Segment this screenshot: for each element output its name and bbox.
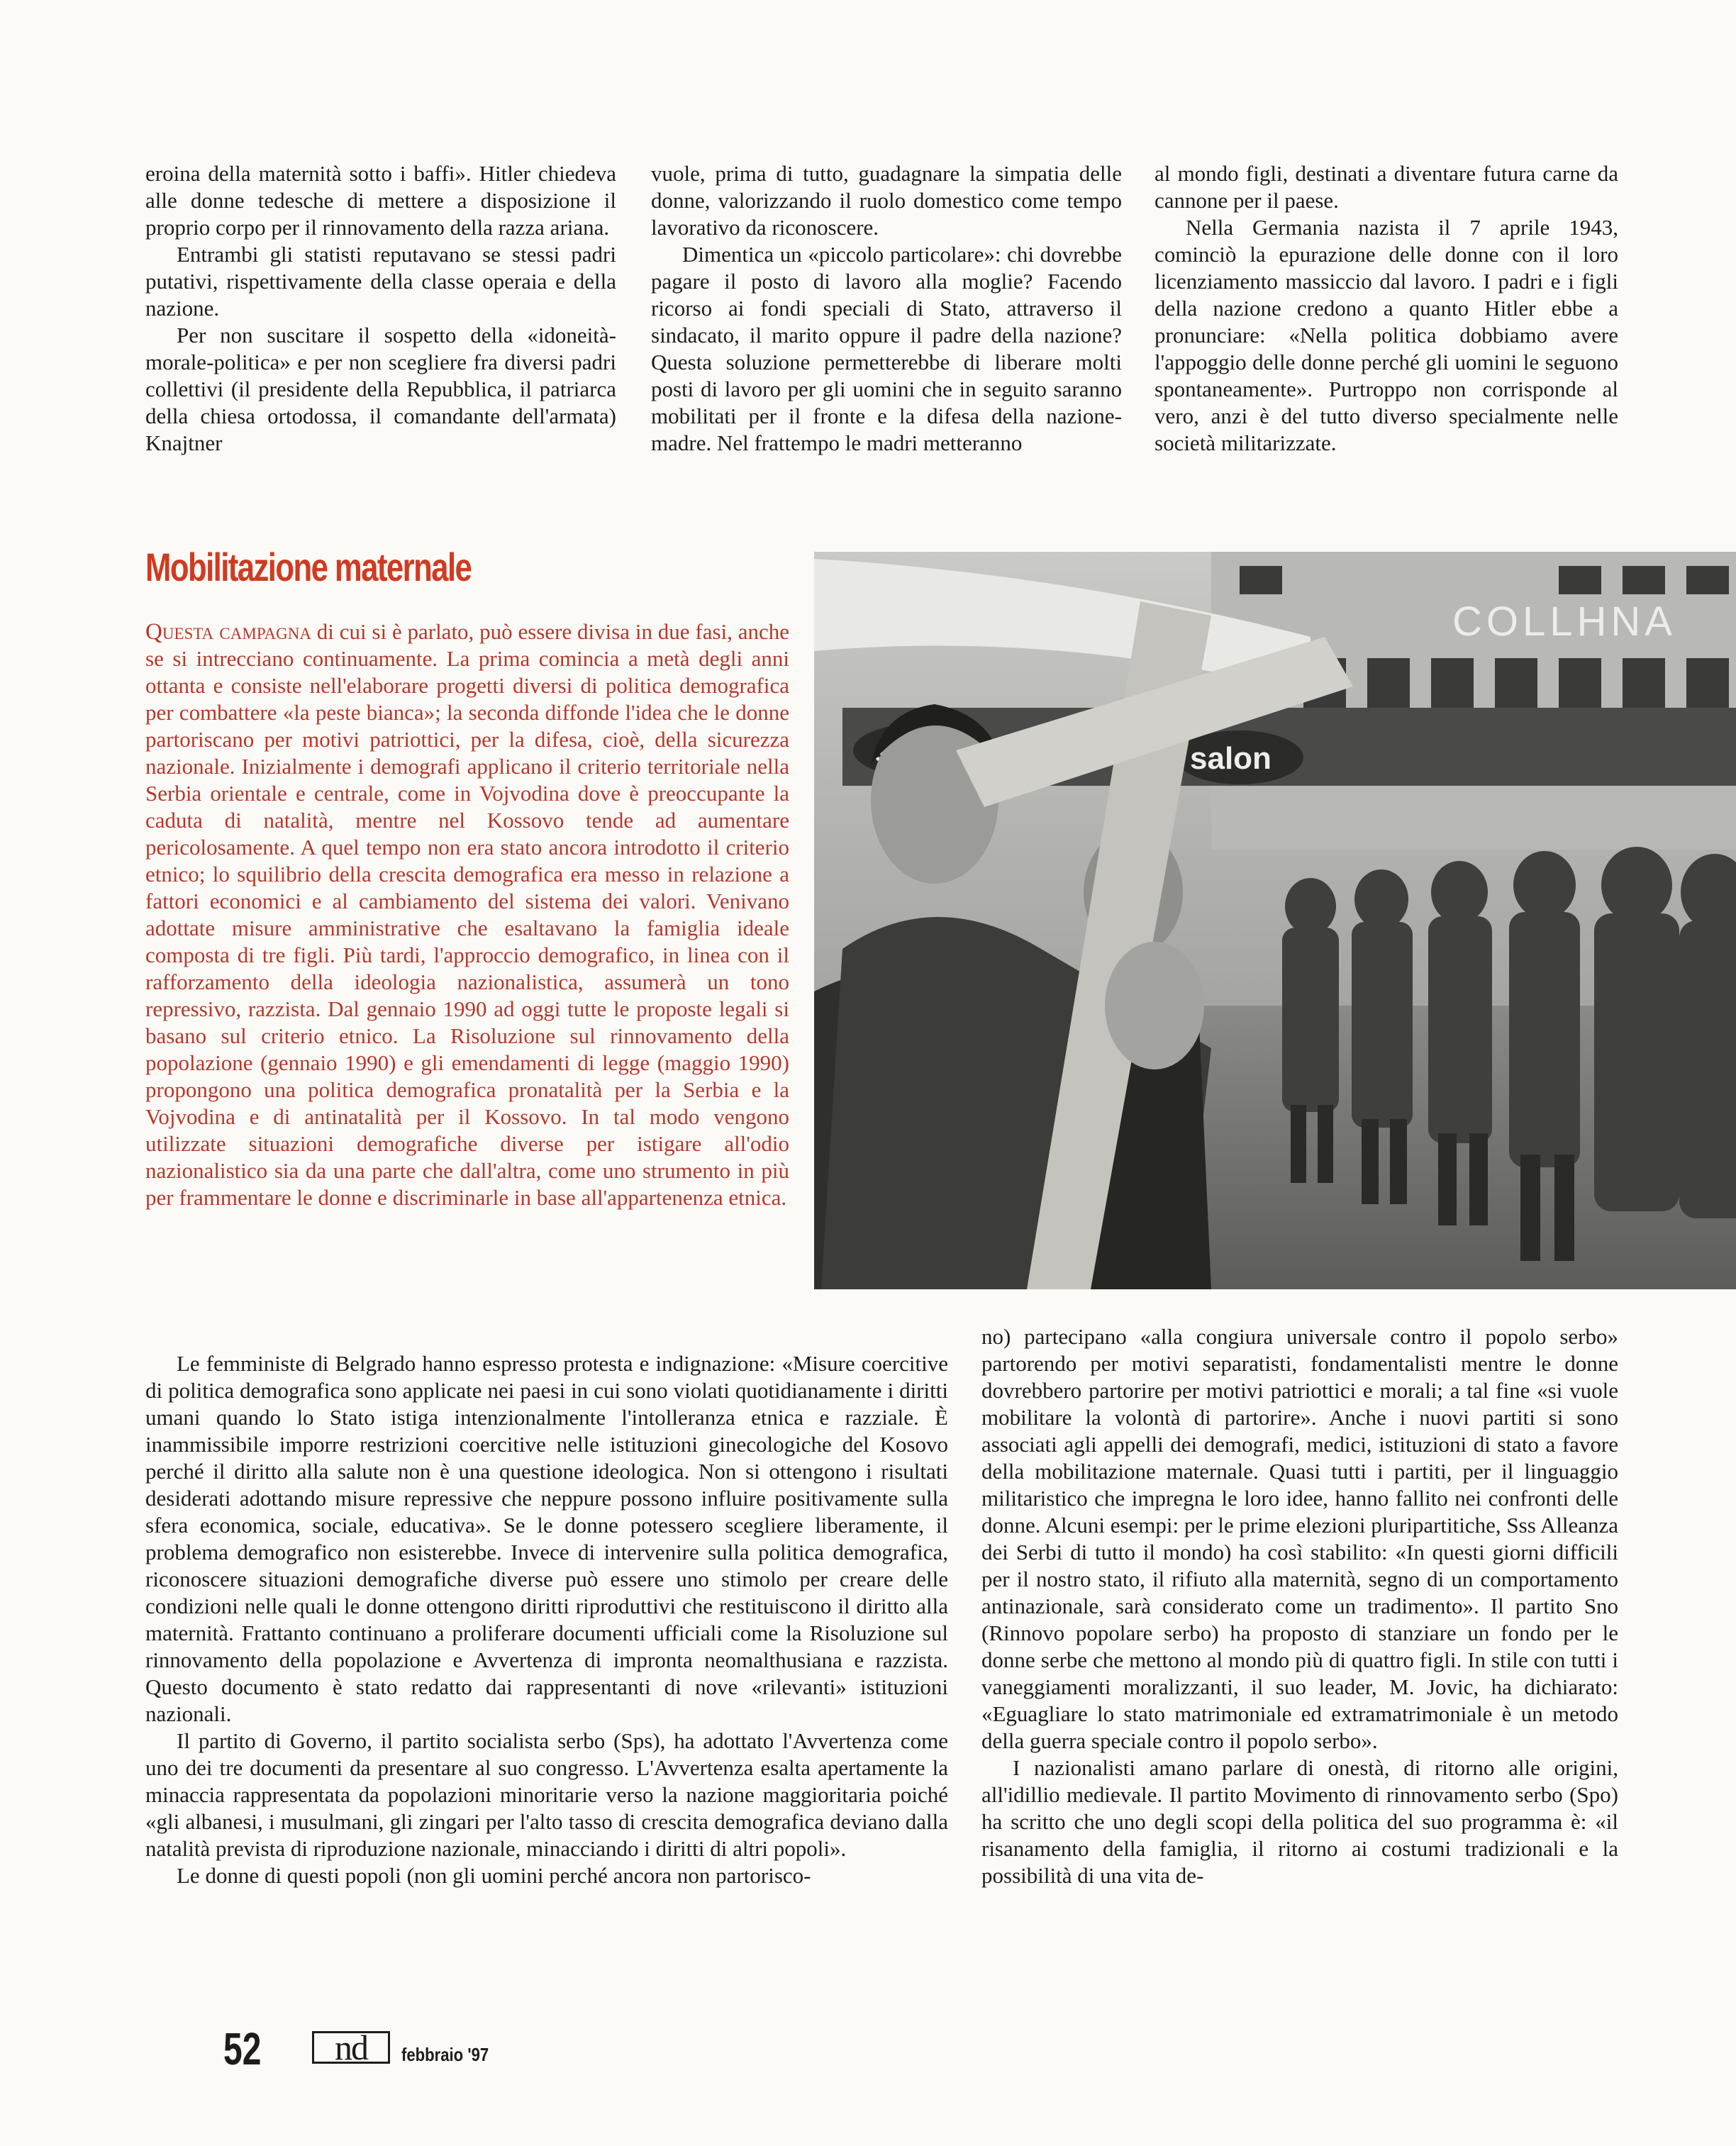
magazine-logo: nd	[312, 2031, 390, 2064]
paragraph: Il partito di Governo, il partito socialista serbo (Sps), ha adottato l'Avvertenza come uno dei tre documenti da presentare al suo congresso. L'Avvertenza esalta apertamente la minaccia rappresentata da popolazioni minoritarie verso la nazione maggioritaria poiché «gli albanesi, i musulmani, gli zingari per l'alto tasso di crescita demografica deviano dalla natalità prevista di riproduzione nazionale, minacciando i diritti di altri popoli».	[145, 1728, 948, 1861]
building-letters: COLLHNA	[1452, 599, 1676, 645]
lead-smallcaps: Questa campagna	[145, 619, 311, 645]
bottom-left-column	[145, 1350, 948, 1889]
protest-photo	[814, 552, 1736, 1289]
lead-paragraph-column	[145, 618, 789, 1211]
top-column-1	[145, 160, 616, 457]
lead-text: di cui si è parlato, può essere divisa in due fasi, anche se si intrecciano continuamente. La prima comincia a metà degli anni ottanta e consiste nell'elaborare progetti diversi di politica demografica per combattere «la peste bianca»; la seconda diffonde l'idea che le donne partoriscano per motivi patriottici, per la difesa, cioè, della sicurezza nazionale. Inizialmente i demografi applicano il criterio territoriale nella Serbia orientale e centrale, come in Vojvodina dove è preoccupante la caduta di natalità, mentre nel Kossovo tende ad aumentare pericolosamente. A quel tempo non era stato ancora introdotto il criterio etnico; lo squilibrio della crescita demografica era messo in relazione a fattori economici e al cambiamento del sistema dei valori. Venivano adottate misure amministrative che esaltavano la famiglia ideale composta di tre figli. Più tardi, l'approccio demografico, in linea con il rafforzamento della ideologia nazionalistica, assumerà un tono repressivo, razzista. Dal gennaio 1990 ad oggi tutte le proposte legali si basano sul criterio etnico. La Risoluzione sul rinnovamento della popolazione (gennaio 1990) e gli emendamenti di legge (maggio 1990) propongono una politica demografica pronatalità per la Serbia e la Vojvodina e di antinatalità per il Kossovo. In tal modo vengono utilizzate situazioni demografiche diverse per istigare all'odio nazionalistico sia da una parte che dall'altra, come uno strumento in più per frammentare le donne e discriminarle in base all'appartenenza etnica.	[145, 619, 789, 1210]
salon-sign-right-text: salon	[1190, 741, 1272, 776]
protester-hand	[1105, 942, 1204, 1069]
paragraph: Le femministe di Belgrado hanno espresso protesta e indignazione: «Misure coercitive di politica demografica sono applicate nei paesi in cui sono violati quotidianamente i diritti umani quando lo Stato istiga intenzionalmente l'intolleranza etnica e razziale. È inammissibile imporre restrizioni coercitive nelle istituzioni ginecologiche del Kosovo perché il diritto alla salute non è una questione ideologica. Non si ottengono i risultati desiderati adottando misure repressive che neppure possono influire positivamente sulla sfera economica, sociale, educativa». Se le donne potessero scegliere liberamente, il problema demografico non esisterebbe. Invece di intervenire sulla politica demografica, riconoscere situazioni demografiche diverse può essere uno stimolo per creare delle condizioni nelle quali le donne ottengono diritti riproduttivi che restituiscono il diritto alla maternità. Frattanto continuano a proliferare documenti ufficiali come la Risoluzione sul rinnovamento della popolazione e Avvertenza di impronta neomalthusiana e razzista. Questo documento è stato redatto dai rappresentanti di nove «rilevanti» istituzioni nazionali.	[145, 1351, 948, 1726]
paragraph: al mondo figli, destinati a diventare futura carne da cannone per il paese.	[1154, 161, 1618, 213]
bottom-right-column	[981, 1323, 1618, 1889]
issue-date: febbraio '97	[401, 2044, 489, 2065]
paragraph: I nazionalisti amano parlare di onestà, di ritorno alle origini, all'idillio medievale. Il partito Movimento di rinnovamento serbo (Spo) ha scritto che uno degli scopi della politica del suo programma è: «il risanamento della famiglia, il ritorno ai costumi tradizionali e la possibilità di una vita de-	[981, 1755, 1618, 1888]
section-heading: Mobilitazione maternale	[145, 545, 472, 589]
paragraph: Dimentica un «piccolo particolare»: chi dovrebbe pagare il posto di lavoro alla moglie? Facendo ricorso ai fondi speciali di Stato, attraverso il sindacato, il marito oppure il padre della nazione? Questa soluzione permetterebbe di liberare molti posti di lavoro per gli uomini che in seguito saranno mobilitati per il fronte e la difesa della nazione-madre. Nel frattempo le madri metteranno	[651, 242, 1122, 455]
paragraph: Entrambi gli statisti reputavano se stessi padri putativi, rispettivamente della classe operaia e della nazione.	[145, 242, 616, 321]
paragraph: vuole, prima di tutto, guadagnare la simpatia delle donne, valorizzando il ruolo domestico come tempo lavorativo da riconoscere.	[651, 161, 1122, 240]
lead-paragraph	[145, 618, 789, 1211]
page-number: 52	[223, 2023, 262, 2074]
protest-photo-image	[814, 552, 1736, 1289]
paragraph: Nella Germania nazista il 7 aprile 1943, cominciò la epurazione delle donne con il loro licenziamento massiccio dal lavoro. I padri e i figli della nazione credono a quanto Hitler ebbe a pronunciare: «Nella politica dobbiamo avere l'appoggio delle donne perché gli uomini le seguono spontaneamente». Purtroppo non corrisponde al vero, anzi è del tutto diverso specialmente nelle società militarizzate.	[1154, 215, 1618, 455]
paragraph: eroina della maternità sotto i baffi». Hitler chiedeva alle donne tedesche di mettere a disposizione il proprio corpo per il rinnovamento della razza ariana.	[145, 161, 616, 240]
top-column-2	[651, 160, 1122, 457]
paragraph: Per non suscitare il sospetto della «idoneità-morale-politica» e per non scegliere fra diversi padri collettivi (il presidente della Repubblica, il patriarca della chiesa ortodossa, il comandante dell'armata) Knajtner	[145, 323, 616, 455]
paragraph: no) partecipano «alla congiura universale contro il popolo serbo» partorendo per motivi separatisti, fondamentalisti mentre le donne dovrebbero partorire per motivi patriottici e morali; a tal fine «si vuole mobilitare la volontà di partorire». Anche i nuovi partiti si sono associati agli appelli dei demografi, medici, istituzioni di stato a favore della mobilitazione maternale. Quasi tutti i partiti, per il linguaggio militaristico che impregna le loro idee, hanno fallito nei confronti delle donne. Alcuni esempi: per le prime elezioni pluripartitiche, Sss Alleanza dei Serbi di tutto il mondo) ha così stabilito: «In questi giorni difficili per il nostro stato, il rifiuto alla maternità, segno di un comportamento antinazionale, sarà considerato come un tradimento». Il partito Sno (Rinnovo popolare serbo) ha proposto di stanziare un fondo per le donne serbe che mettono al mondo più di quattro figli. In stile con tutti i vaneggiamenti moralizzanti, il suo leader, M. Jovic, ha dichiarato: «Eguagliare lo stato matrimoniale ed extramatrimoniale è un metodo della guerra speciale contro il popolo serbo».	[981, 1324, 1618, 1753]
paragraph: Le donne di questi popoli (non gli uomini perché ancora non partorisco-	[177, 1863, 811, 1888]
top-column-3	[1154, 160, 1618, 457]
